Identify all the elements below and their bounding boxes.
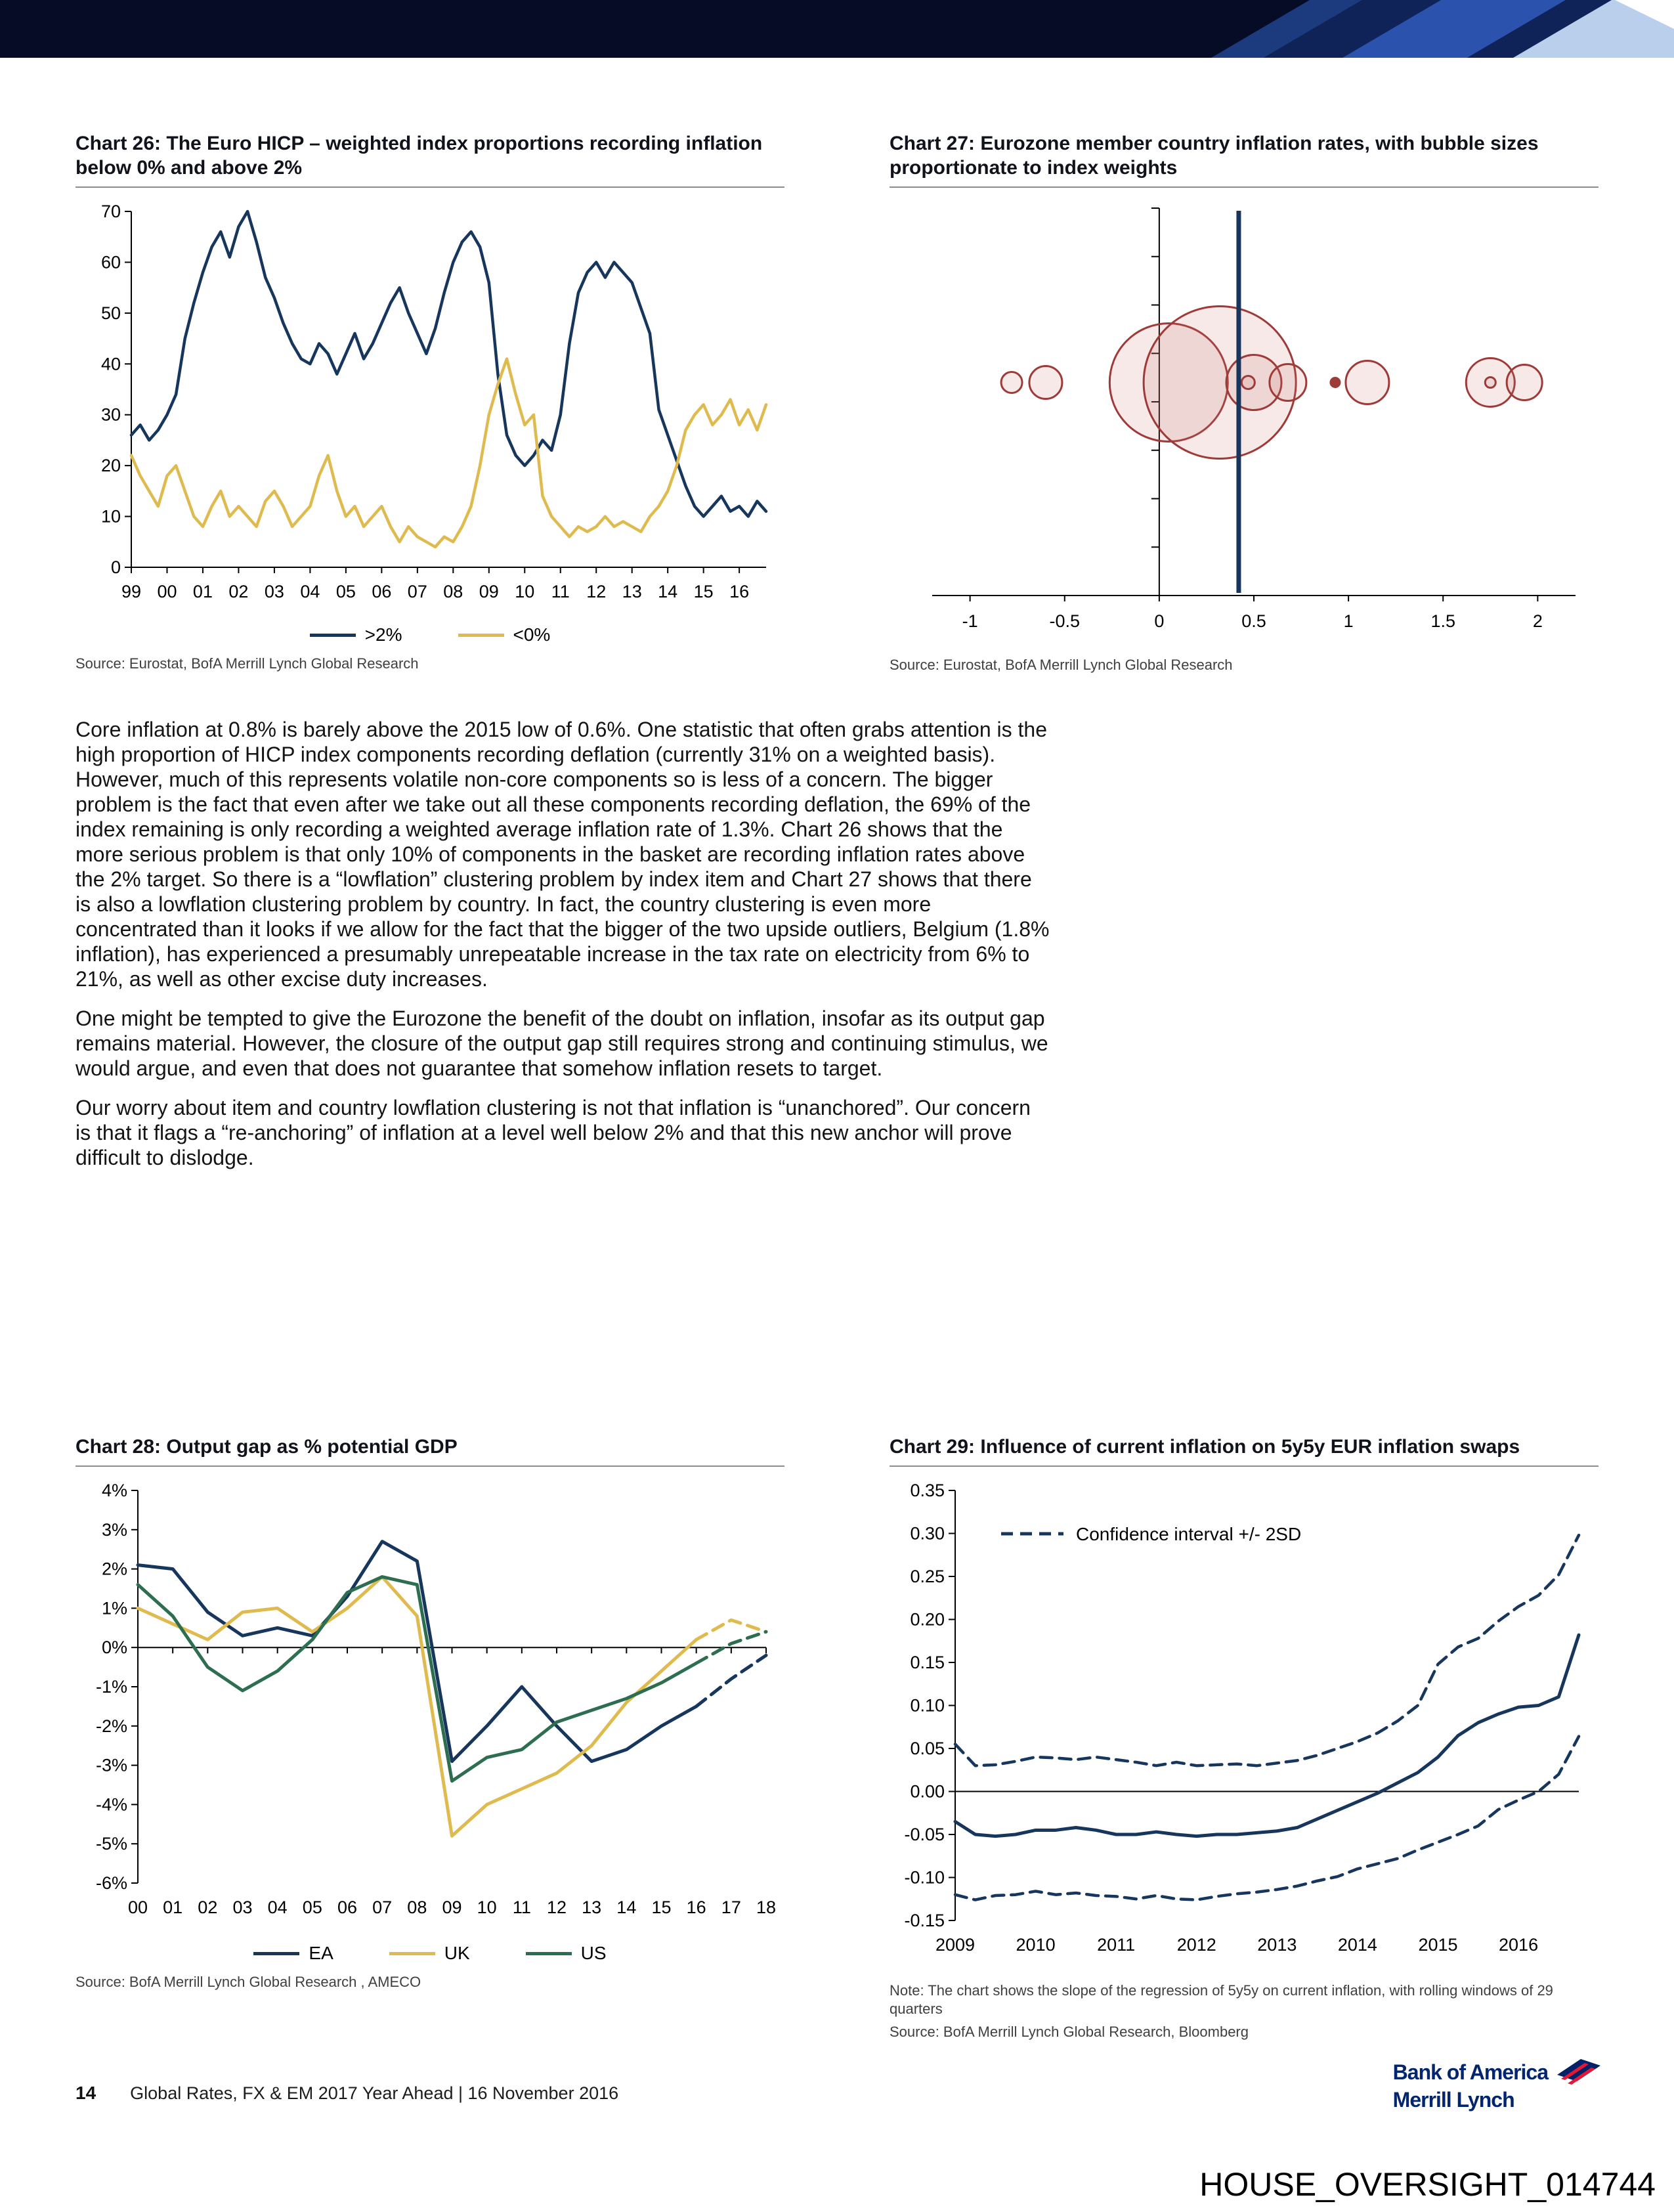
svg-text:50: 50: [100, 303, 121, 323]
legend-item: [253, 1943, 333, 1964]
body-paragraph: Core inflation at 0.8% is barely above the 2015 low of 0.6%. One statistic that often grabs attention is the high proportion of HICP index components recording deflation (currently 31% on a weighted basis). However, much of this represents volatile non-core components so is less of a concern. The bigger problem is the fact that even after we take out all these components recording deflation, the 69% of the index remaining is only recording a weighted average inflation rate of 1.3%. Chart 26 shows that the more serious problem is that only 10% of components in the basket are recording inflation rates above the 2% target. So there is a “lowflation” clustering problem by index item and Chart 27 shows that there is also a lowflation clustering problem by country. In fact, the country clustering is even more concentrated than it looks if we allow for the fact that the bigger of the two upside outliers, Belgium (1.8% inflation), has experienced a presumably unrepeatable increase in the tax rate on electricity from 6% to 21%, as well as other excise duty increases.: [75, 718, 1050, 991]
chart-26-source: Source: Eurostat, BofA Merrill Lynch Global Research: [75, 655, 419, 672]
svg-text:01: 01: [163, 1898, 183, 1917]
svg-text:08: 08: [443, 582, 463, 601]
logo-bank-of-america: Bank of America: [1392, 2060, 1548, 2084]
svg-text:03: 03: [232, 1898, 253, 1917]
svg-text:04: 04: [300, 582, 320, 601]
chart-29-title: Chart 29: Influence of current inflation on 5y5y EUR inflation swaps: [890, 1435, 1599, 1467]
svg-text:-0.5: -0.5: [1049, 611, 1081, 631]
svg-text:17: 17: [721, 1898, 741, 1917]
chart-28: [75, 1435, 784, 1991]
legend-label: UK: [444, 1943, 470, 1963]
chart-27-canvas: [890, 198, 1599, 651]
chart-28-legend: [75, 1938, 784, 1968]
svg-text:12: 12: [586, 582, 607, 601]
svg-text:2011: 2011: [1097, 1935, 1136, 1955]
legend-line-swatch: [458, 634, 504, 637]
svg-text:1%: 1%: [101, 1598, 127, 1618]
chart-28-canvas: [75, 1477, 784, 1937]
svg-text:2016: 2016: [1499, 1935, 1539, 1955]
svg-text:14: 14: [658, 582, 678, 601]
page-number: 14: [75, 2083, 97, 2103]
chart-28-title: Chart 28: Output gap as % potential GDP: [75, 1435, 784, 1467]
svg-text:04: 04: [267, 1898, 288, 1917]
legend-line-swatch: [253, 1952, 299, 1955]
svg-text:11: 11: [512, 1898, 531, 1917]
svg-text:-0.15: -0.15: [904, 1911, 945, 1930]
svg-text:12: 12: [546, 1898, 567, 1917]
top-banner: [0, 0, 1674, 58]
svg-text:2013: 2013: [1257, 1935, 1297, 1955]
svg-text:-6%: -6%: [95, 1873, 127, 1893]
chart-26-canvas: [75, 198, 784, 618]
legend-item: [389, 1943, 470, 1964]
svg-text:-3%: -3%: [95, 1755, 127, 1775]
svg-text:2015: 2015: [1418, 1935, 1458, 1955]
chart-26: [75, 131, 784, 672]
svg-text:10: 10: [515, 582, 535, 601]
chart-26-legend: [75, 620, 784, 650]
chart-27-title: Chart 27: Eurozone member country inflation rates, with bubble sizes proportionate to index weights: [890, 131, 1599, 188]
document-id-stamp: HOUSE_OVERSIGHT_014744: [1199, 2166, 1656, 2203]
svg-text:16: 16: [686, 1898, 706, 1917]
svg-text:13: 13: [582, 1898, 602, 1917]
svg-text:-4%: -4%: [95, 1794, 127, 1815]
svg-text:Confidence interval +/- 2SD: Confidence interval +/- 2SD: [1076, 1524, 1302, 1544]
chart-27: [890, 131, 1599, 674]
svg-text:1.5: 1.5: [1430, 611, 1456, 631]
svg-text:14: 14: [616, 1898, 637, 1917]
legend-item: [310, 624, 402, 645]
svg-text:-2%: -2%: [95, 1716, 127, 1736]
svg-text:02: 02: [228, 582, 249, 601]
svg-text:00: 00: [157, 582, 177, 601]
svg-text:0.00: 0.00: [910, 1781, 945, 1802]
svg-text:0%: 0%: [101, 1637, 127, 1658]
svg-text:40: 40: [100, 354, 121, 374]
svg-text:0.30: 0.30: [910, 1523, 945, 1544]
svg-text:0: 0: [1154, 611, 1165, 631]
legend-label: EA: [309, 1943, 333, 1963]
svg-text:15: 15: [693, 582, 714, 601]
legend-line-swatch: [310, 634, 356, 637]
svg-text:06: 06: [372, 582, 392, 601]
svg-text:2012: 2012: [1176, 1935, 1216, 1955]
svg-text:99: 99: [121, 582, 142, 601]
svg-text:07: 07: [372, 1898, 393, 1917]
page-footer: [75, 2083, 618, 2104]
svg-text:70: 70: [100, 202, 121, 221]
legend-item: [526, 1943, 607, 1964]
svg-text:0.05: 0.05: [910, 1739, 945, 1758]
legend-label: <0%: [513, 624, 551, 645]
body-paragraph: Our worry about item and country lowflation clustering is not that inflation is “unanchored”. Our concern is that it flags a “re-anchoring” of inflation at a level well below 2% and that this new anchor will prove difficult to dislodge.: [75, 1096, 1031, 1169]
svg-text:4%: 4%: [101, 1481, 127, 1500]
bofa-flag-icon: [1555, 2058, 1603, 2087]
svg-text:02: 02: [198, 1898, 218, 1917]
svg-text:0.15: 0.15: [910, 1653, 945, 1672]
chart-29: [890, 1435, 1599, 2041]
legend-line-swatch: [526, 1952, 572, 1955]
svg-text:11: 11: [551, 582, 570, 601]
svg-text:05: 05: [335, 582, 356, 601]
body-paragraph: One might be tempted to give the Eurozone the benefit of the doubt on inflation, insofar as its output gap remains material. However, the closure of the output gap still requires strong and continuing stimulus, we would argue, and even that does not guarantee that somehow inflation resets to target.: [75, 1007, 1048, 1080]
legend-label: US: [580, 1943, 607, 1963]
svg-text:0: 0: [110, 557, 121, 577]
svg-text:0.35: 0.35: [910, 1481, 945, 1500]
chart-27-source: Source: Eurostat, BofA Merrill Lynch Global Research: [890, 657, 1233, 673]
svg-text:-1: -1: [962, 611, 978, 631]
svg-text:20: 20: [100, 456, 121, 476]
svg-text:0.5: 0.5: [1241, 611, 1266, 631]
legend-line-swatch: [389, 1952, 435, 1955]
svg-text:3%: 3%: [101, 1519, 127, 1540]
bofa-ml-logo: [1393, 2060, 1603, 2112]
svg-text:2: 2: [1532, 611, 1543, 631]
svg-text:0.20: 0.20: [910, 1609, 945, 1630]
svg-text:09: 09: [442, 1898, 462, 1917]
svg-text:07: 07: [407, 582, 427, 601]
svg-text:-1%: -1%: [95, 1677, 127, 1697]
chart-29-note: Note: The chart shows the slope of the regression of 5y5y on current inflation, with rolling windows of 29 quarters: [890, 1982, 1553, 2017]
svg-text:00: 00: [127, 1898, 148, 1917]
svg-text:06: 06: [337, 1898, 358, 1917]
chart-26-title: Chart 26: The Euro HICP – weighted index proportions recording inflation below 0% and above 2%: [75, 131, 784, 188]
svg-text:2%: 2%: [101, 1559, 127, 1579]
svg-text:01: 01: [192, 582, 213, 601]
svg-text:2009: 2009: [935, 1935, 976, 1955]
svg-text:10: 10: [477, 1898, 497, 1917]
legend-item: [458, 624, 551, 645]
svg-text:60: 60: [100, 252, 121, 272]
svg-text:18: 18: [756, 1898, 777, 1917]
svg-text:05: 05: [302, 1898, 322, 1917]
svg-text:-0.10: -0.10: [904, 1867, 945, 1888]
chart-28-source: Source: BofA Merrill Lynch Global Research , AMECO: [75, 1974, 421, 1990]
footer-doc-title: Global Rates, FX & EM 2017 Year Ahead | 16 November 2016: [130, 2083, 619, 2103]
legend-label: >2%: [364, 624, 402, 645]
svg-text:2010: 2010: [1016, 1935, 1056, 1955]
svg-text:0.10: 0.10: [910, 1695, 945, 1716]
svg-text:1: 1: [1343, 611, 1354, 631]
banner-graphic: [0, 0, 1674, 58]
svg-text:-0.05: -0.05: [904, 1825, 945, 1844]
svg-text:10: 10: [100, 506, 121, 527]
chart-29-canvas: [890, 1477, 1599, 1976]
svg-text:30: 30: [100, 404, 121, 425]
chart-29-source: Source: BofA Merrill Lynch Global Research, Bloomberg: [890, 2024, 1249, 2040]
svg-text:16: 16: [729, 582, 750, 601]
svg-text:09: 09: [479, 582, 499, 601]
svg-text:-5%: -5%: [95, 1834, 127, 1854]
svg-text:2014: 2014: [1337, 1935, 1377, 1955]
svg-text:08: 08: [407, 1898, 427, 1917]
logo-merrill-lynch: Merrill Lynch: [1392, 2088, 1514, 2112]
svg-text:0.25: 0.25: [910, 1567, 945, 1586]
svg-text:15: 15: [651, 1898, 672, 1917]
svg-text:13: 13: [622, 582, 642, 601]
svg-text:03: 03: [264, 582, 284, 601]
body-text: [75, 717, 1050, 1184]
